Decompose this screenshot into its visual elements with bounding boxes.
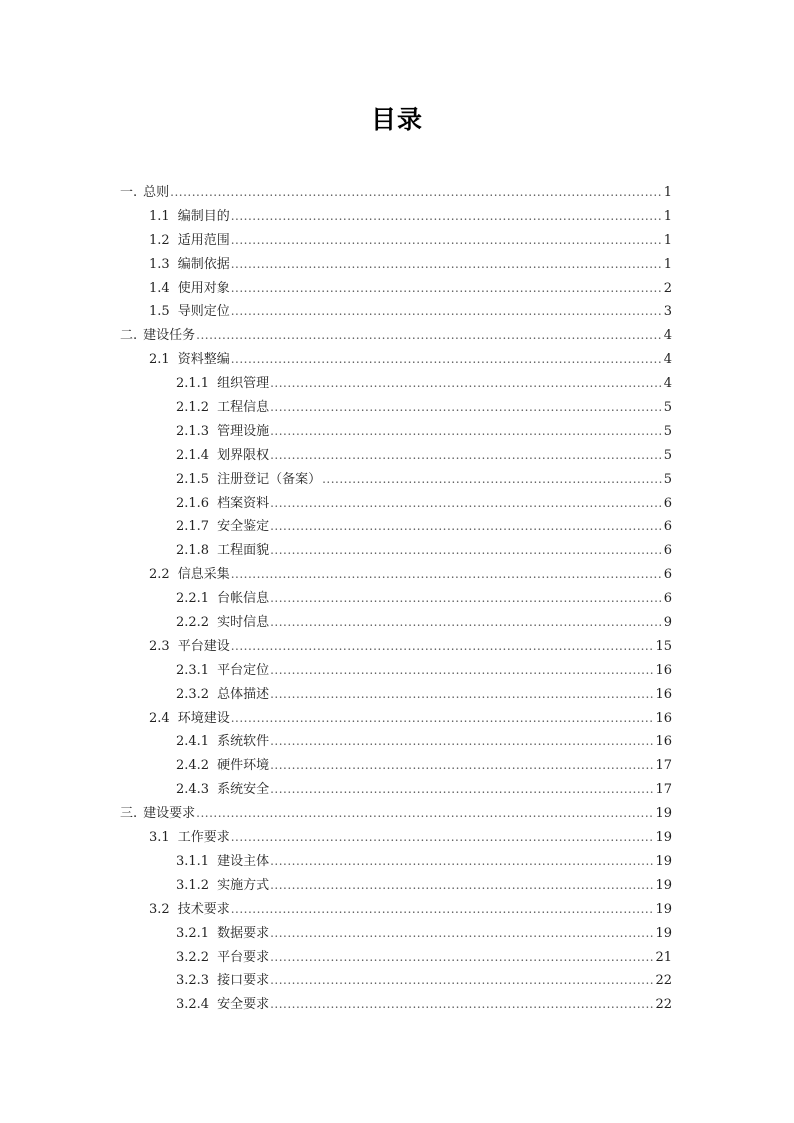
toc-dot-leader <box>196 802 654 826</box>
toc-dot-leader <box>231 229 663 253</box>
toc-entry-number: 2.2.2 <box>176 615 210 631</box>
toc-entry-page: 4 <box>663 352 672 368</box>
toc-entry-title: 技术要求 <box>177 901 230 917</box>
toc-entry-number: 2.3.1 <box>176 662 210 678</box>
toc-dot-leader <box>270 969 654 993</box>
toc-entry-title: 建设要求 <box>143 806 196 822</box>
toc-entry-page: 19 <box>655 853 672 869</box>
toc-dot-leader <box>270 659 654 683</box>
toc-entry-number: 2.1.7 <box>176 519 210 535</box>
toc-entry-page: 16 <box>655 662 672 678</box>
toc-entry-number: 2.4.1 <box>176 734 210 750</box>
toc-entry-title: 数据要求 <box>217 925 270 941</box>
toc-dot-leader <box>270 587 663 611</box>
toc-entry-page: 19 <box>655 925 672 941</box>
toc-entry-title: 总体描述 <box>217 686 270 702</box>
toc-dot-leader <box>270 993 654 1017</box>
toc-entry-title: 硬件环境 <box>217 758 270 774</box>
toc-entry-page: 2 <box>663 280 672 296</box>
toc-entry-page: 6 <box>663 543 672 559</box>
toc-dot-leader <box>270 372 663 396</box>
toc-entry-title: 建设主体 <box>217 853 270 869</box>
toc-entry[interactable] <box>120 611 672 635</box>
toc-entry-title: 台帐信息 <box>217 591 270 607</box>
toc-dot-leader <box>270 850 654 874</box>
toc-entry-page: 6 <box>663 495 672 511</box>
toc-entry[interactable] <box>120 539 672 563</box>
toc-entry-page: 1 <box>663 232 672 248</box>
toc-entry-title: 接口要求 <box>217 973 270 989</box>
toc-entry-page: 6 <box>663 591 672 607</box>
toc-entry-title: 工程信息 <box>217 400 270 416</box>
toc-dot-leader <box>270 683 654 707</box>
toc-entry[interactable] <box>120 993 672 1017</box>
toc-entry[interactable] <box>120 563 672 587</box>
toc-entry[interactable] <box>120 898 672 922</box>
toc-dot-leader <box>270 539 663 563</box>
toc-dot-leader <box>270 492 663 516</box>
toc-entry-number: 3.1.1 <box>176 853 210 869</box>
toc-entry-page: 6 <box>663 519 672 535</box>
toc-entry[interactable] <box>120 324 672 348</box>
toc-entry-number: 2.4 <box>149 710 170 726</box>
toc-dot-leader <box>270 922 654 946</box>
toc-entry-page: 1 <box>663 208 672 224</box>
toc-entry-title: 环境建设 <box>177 710 230 726</box>
toc-entry-title: 安全要求 <box>217 997 270 1013</box>
toc-entry[interactable] <box>120 969 672 993</box>
toc-entry-title: 编制目的 <box>177 208 230 224</box>
toc-dot-leader <box>231 205 663 229</box>
toc-entry-page: 17 <box>655 782 672 798</box>
toc-entry-number: 3.2 <box>149 901 170 917</box>
toc-entry-number: 一. <box>120 185 138 200</box>
toc-entry-title: 系统软件 <box>217 734 270 750</box>
toc-entry[interactable] <box>120 850 672 874</box>
toc-entry[interactable] <box>120 300 672 324</box>
toc-entry[interactable] <box>120 683 672 707</box>
toc-entry-number: 1.3 <box>149 256 170 272</box>
toc-entry-title: 实施方式 <box>217 877 270 893</box>
toc-entry-number: 2.2 <box>149 567 170 583</box>
toc-dot-leader <box>231 826 655 850</box>
toc-entry-number: 2.1.8 <box>176 543 210 559</box>
toc-entry-title: 编制依据 <box>177 256 230 272</box>
toc-entry-number: 2.2.1 <box>176 591 210 607</box>
toc-dot-leader <box>270 420 663 444</box>
toc-entry-page: 19 <box>655 901 672 917</box>
toc-dot-leader <box>270 515 663 539</box>
toc-entry[interactable] <box>120 515 672 539</box>
toc-entry-page: 3 <box>663 304 672 320</box>
toc-entry-number: 2.1.4 <box>176 447 210 463</box>
toc-entry-title: 管理设施 <box>217 423 270 439</box>
toc-entry-title: 平台建设 <box>177 638 230 654</box>
toc-entry-number: 2.1.3 <box>176 423 210 439</box>
toc-entry-number: 1.5 <box>149 304 170 320</box>
toc-entry-title: 实时信息 <box>217 615 270 631</box>
toc-entry-number: 2.3 <box>149 638 170 654</box>
toc-entry-number: 三. <box>120 806 138 822</box>
toc-entry-page: 22 <box>655 997 672 1013</box>
toc-entry-number: 2.1.1 <box>176 376 210 392</box>
toc-entry[interactable] <box>120 874 672 898</box>
toc-entry-page: 5 <box>663 400 672 416</box>
toc-entry[interactable] <box>120 253 672 277</box>
toc-entry-title: 导则定位 <box>177 304 230 320</box>
toc-entry[interactable] <box>120 444 672 468</box>
toc-entry-title: 档案资料 <box>217 495 270 511</box>
toc-entry-title: 资料整编 <box>177 352 230 368</box>
toc-entry[interactable] <box>120 946 672 970</box>
toc-dot-leader <box>270 444 663 468</box>
toc-dot-leader <box>270 730 654 754</box>
toc-entry[interactable] <box>120 229 672 253</box>
toc-entry-title: 划界限权 <box>217 447 270 463</box>
toc-entry-number: 3.2.2 <box>176 949 210 965</box>
toc-entry-page: 19 <box>655 806 672 822</box>
toc-entry[interactable] <box>120 707 672 731</box>
toc-entry[interactable] <box>120 802 672 826</box>
toc-entry-number: 2.1.6 <box>176 495 210 511</box>
toc-entry-title: 平台定位 <box>217 662 270 678</box>
toc-entry[interactable] <box>120 396 672 420</box>
toc-dot-leader <box>231 348 663 372</box>
toc-entry[interactable] <box>120 420 672 444</box>
toc-entry[interactable] <box>120 826 672 850</box>
toc-entry-number: 3.2.1 <box>176 925 210 941</box>
toc-entry[interactable] <box>120 922 672 946</box>
toc-entry-number: 1.4 <box>149 280 170 296</box>
toc-entry-page: 4 <box>663 376 672 392</box>
toc-entry-title: 使用对象 <box>177 280 230 296</box>
toc-entry-page: 1 <box>663 185 672 200</box>
toc-entry-title: 建设任务 <box>143 328 196 344</box>
toc-entry-title: 工作要求 <box>177 830 230 846</box>
toc-entry-page: 6 <box>663 567 672 583</box>
toc-entry-page: 22 <box>655 973 672 989</box>
toc-dot-leader <box>231 635 655 659</box>
toc-entry[interactable] <box>120 181 672 205</box>
toc-entry-number: 3.2.3 <box>176 973 210 989</box>
toc-entry[interactable] <box>120 205 672 229</box>
toc-entry-number: 1.1 <box>149 208 170 224</box>
page-title: 目录 <box>370 105 423 134</box>
toc-entry-page: 21 <box>655 949 672 965</box>
toc-entry-page: 16 <box>655 710 672 726</box>
toc-dot-leader <box>196 324 663 348</box>
toc-entry-page: 16 <box>655 734 672 750</box>
toc-dot-leader <box>231 253 663 277</box>
toc-entry[interactable] <box>120 468 672 492</box>
toc-entry-number: 2.4.3 <box>176 782 210 798</box>
toc-entry-title: 适用范围 <box>177 232 230 248</box>
toc-dot-leader <box>270 754 654 778</box>
toc-entry-page: 1 <box>663 256 672 272</box>
toc-entry-page: 15 <box>655 638 672 654</box>
toc-entry-title: 信息采集 <box>177 567 230 583</box>
toc-dot-leader <box>170 181 663 205</box>
toc-entry-number: 3.1 <box>149 830 170 846</box>
toc-entry-page: 16 <box>655 686 672 702</box>
toc-dot-leader <box>322 468 663 492</box>
toc-dot-leader <box>270 778 654 802</box>
toc-entry[interactable] <box>120 754 672 778</box>
toc-entry-page: 5 <box>663 447 672 463</box>
toc-entry-page: 19 <box>655 830 672 846</box>
toc-entry-page: 17 <box>655 758 672 774</box>
toc-entry-number: 1.2 <box>149 232 170 248</box>
toc-entry-page: 4 <box>663 328 672 344</box>
toc-entry-number: 二. <box>120 328 138 344</box>
toc-entry[interactable] <box>120 348 672 372</box>
toc-dot-leader <box>270 946 654 970</box>
toc-entry-number: 3.1.2 <box>176 877 210 893</box>
toc-entry-page: 19 <box>655 877 672 893</box>
toc-dot-leader <box>231 563 663 587</box>
toc-entry-title: 注册登记（备案） <box>217 471 322 487</box>
toc-entry-number: 2.1 <box>149 352 170 368</box>
toc-entry[interactable] <box>120 778 672 802</box>
toc-entry-number: 3.2.4 <box>176 997 210 1013</box>
toc-entry-title: 平台要求 <box>217 949 270 965</box>
toc-entry[interactable] <box>120 372 672 396</box>
toc-entry-title: 工程面貌 <box>217 543 270 559</box>
toc-dot-leader <box>270 874 654 898</box>
toc-dot-leader <box>231 898 655 922</box>
toc-dot-leader <box>270 396 663 420</box>
toc-entry-page: 5 <box>663 471 672 487</box>
toc-entry[interactable] <box>120 659 672 683</box>
toc-entry-number: 2.1.5 <box>176 471 210 487</box>
toc-entry-number: 2.4.2 <box>176 758 210 774</box>
toc-entry-title: 系统安全 <box>217 782 270 798</box>
toc-entry-title: 总则 <box>143 185 170 200</box>
toc-entry[interactable] <box>120 277 672 301</box>
toc-dot-leader <box>231 300 663 324</box>
toc-dot-leader <box>231 707 655 731</box>
toc-entry[interactable] <box>120 730 672 754</box>
toc-entry-number: 2.3.2 <box>176 686 210 702</box>
toc-entry[interactable] <box>120 492 672 516</box>
toc-entry[interactable] <box>120 635 672 659</box>
toc-entry[interactable] <box>120 587 672 611</box>
toc-entry-number: 2.1.2 <box>176 400 210 416</box>
toc-entry-title: 组织管理 <box>217 376 270 392</box>
table-of-contents <box>120 181 672 1017</box>
toc-entry-title: 安全鉴定 <box>217 519 270 535</box>
toc-dot-leader <box>270 611 663 635</box>
toc-dot-leader <box>231 277 663 301</box>
toc-entry-page: 5 <box>663 423 672 439</box>
toc-entry-page: 9 <box>663 615 672 631</box>
